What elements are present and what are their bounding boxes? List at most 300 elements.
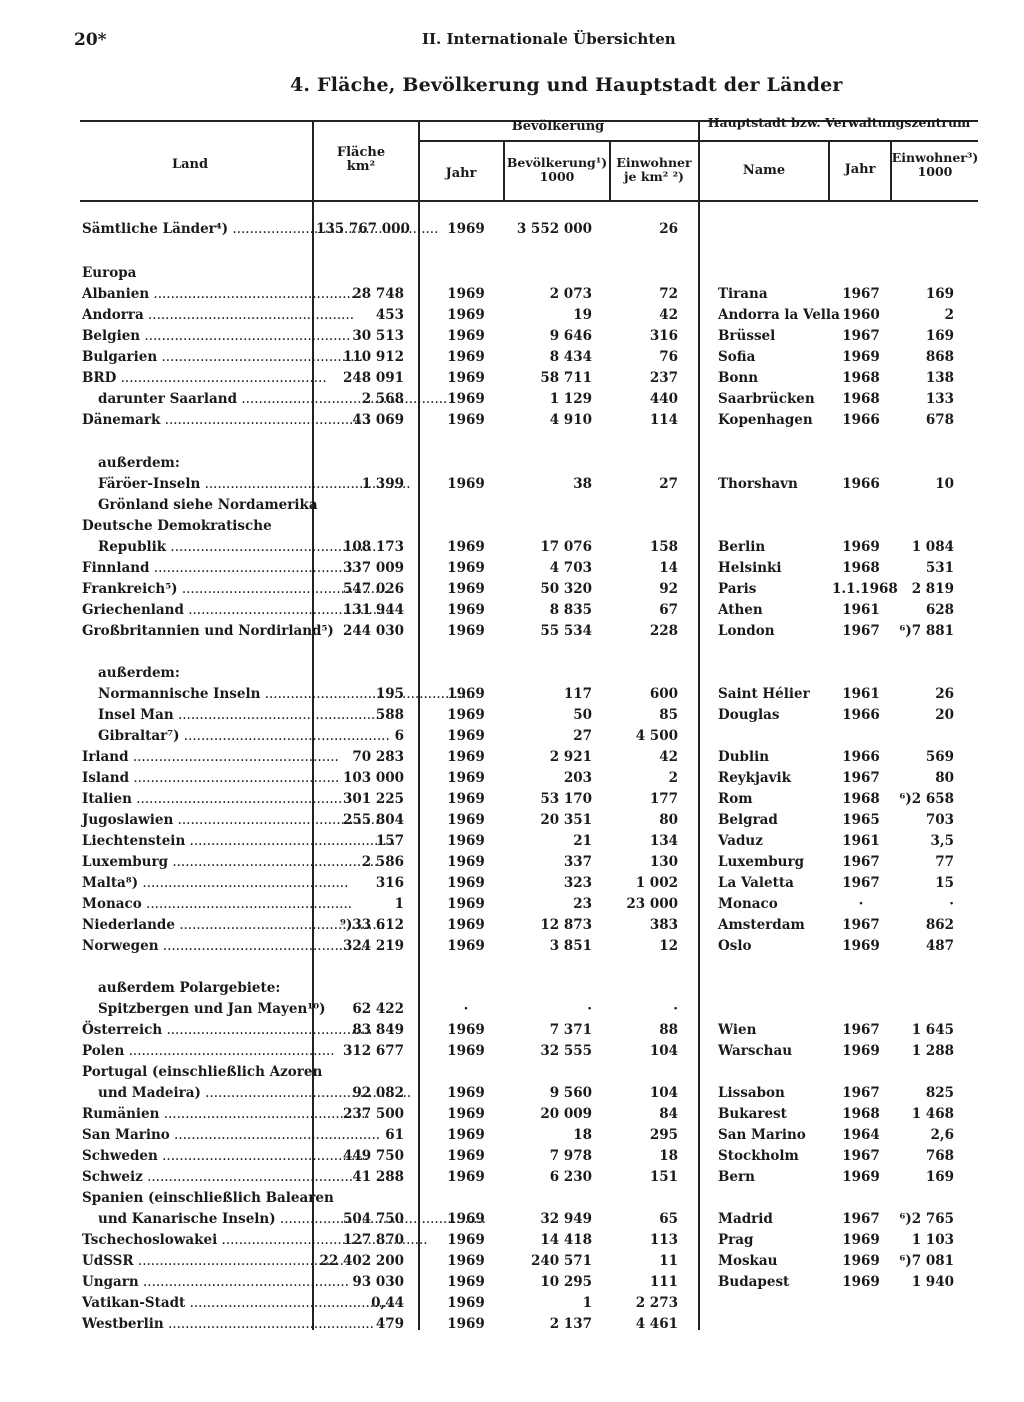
table-row <box>0 391 1024 412</box>
cell-jahr: 1969 <box>447 896 485 912</box>
cell-hjahr: 1967 <box>842 1148 880 1164</box>
table-row <box>0 1232 1024 1253</box>
cell-hew: 768 <box>925 1148 954 1164</box>
cell-flaeche: 22 402 200 <box>319 1253 404 1269</box>
cell-ew: 104 <box>649 1085 678 1101</box>
cell-land: Italien ..... <box>82 791 306 807</box>
table-row <box>0 1274 1024 1295</box>
header-hauptstadt-group: Hauptstadt bzw. Verwaltungszentrum <box>707 115 971 130</box>
cell-ew: 12 <box>659 938 678 954</box>
table-row <box>0 328 1024 349</box>
cell-land: Polen ..... <box>82 1043 306 1059</box>
table-row <box>0 412 1024 433</box>
cell-name: Madrid <box>718 1211 773 1227</box>
cell-hjahr: 1968 <box>842 560 880 576</box>
cell-land: und Kanarische Inseln) ..... <box>98 1211 306 1227</box>
table-row <box>0 938 1024 959</box>
cell-land: UdSSR ..... <box>82 1253 306 1269</box>
cell-hew: 487 <box>925 938 954 954</box>
cell-land: Andorra ..... <box>82 307 306 323</box>
cell-land: Ungarn ..... <box>82 1274 306 1290</box>
cell-jahr: 1969 <box>447 391 485 407</box>
cell-hjahr: 1967 <box>842 623 880 639</box>
cell-flaeche: 312 677 <box>342 1043 404 1059</box>
cell-hjahr: 1967 <box>842 854 880 870</box>
cell-bev: 20 009 <box>540 1106 592 1122</box>
table-row <box>0 917 1024 938</box>
table-row <box>0 221 1024 242</box>
cell-hew: 1 468 <box>911 1106 954 1122</box>
cell-jahr: 1969 <box>447 581 485 597</box>
table-row <box>0 1043 1024 1064</box>
cell-name: Athen <box>718 602 763 618</box>
cell-ew: 67 <box>659 602 678 618</box>
cell-name: Stockholm <box>718 1148 799 1164</box>
cell-hjahr: 1961 <box>842 602 880 618</box>
table-row <box>0 896 1024 917</box>
table-row <box>0 812 1024 833</box>
cell-name: Andorra la Vella <box>718 307 840 323</box>
cell-jahr: 1969 <box>447 349 485 365</box>
cell-name: Budapest <box>718 1274 790 1290</box>
cell-ew: 80 <box>659 812 678 828</box>
header-name: Name <box>742 163 786 178</box>
cell-name: Thorshavn <box>718 476 798 492</box>
header-bevoelkerung: Bevölkerung¹) 1000 <box>506 155 608 184</box>
bev-group-rule <box>418 140 698 142</box>
header-bevoelkerung-group: Bevölkerung <box>511 119 605 134</box>
cell-name: Warschau <box>718 1043 793 1059</box>
cell-land: Westberlin ..... <box>82 1316 306 1332</box>
table-row <box>0 286 1024 307</box>
cell-land: Europa <box>82 265 137 281</box>
cell-hew: 2 <box>944 307 954 323</box>
cell-ew: 600 <box>649 686 678 702</box>
cell-ew: 151 <box>649 1169 678 1185</box>
cell-ew: 42 <box>659 307 678 323</box>
cell-flaeche: 1 399 <box>361 476 404 492</box>
cell-flaeche: ⁹)33 612 <box>340 917 404 933</box>
cell-land: Grönland siehe Nordamerika <box>98 497 318 513</box>
table-row <box>0 623 1024 644</box>
cell-hjahr: 1966 <box>842 707 880 723</box>
cell-land: Großbritannien und Nordirland⁵) <box>82 623 334 639</box>
cell-hew: 628 <box>925 602 954 618</box>
cell-bev: 117 <box>563 686 592 702</box>
cell-name: Wien <box>718 1022 757 1038</box>
cell-flaeche: 83 849 <box>352 1022 404 1038</box>
cell-land: Schweden ..... <box>82 1148 306 1164</box>
cell-bev: 203 <box>563 770 592 786</box>
cell-land: Belgien ..... <box>82 328 306 344</box>
cell-ew: 158 <box>649 539 678 555</box>
cell-flaeche: 449 750 <box>342 1148 404 1164</box>
cell-land: Albanien ..... <box>82 286 306 302</box>
cell-hew: ⁶)2 658 <box>899 791 954 807</box>
cell-ew: 295 <box>649 1127 678 1143</box>
cell-flaeche: 479 <box>375 1316 404 1332</box>
cell-bev: 2 137 <box>549 1316 592 1332</box>
cell-flaeche: 237 500 <box>342 1106 404 1122</box>
cell-flaeche: 28 748 <box>352 286 404 302</box>
cell-hjahr: 1967 <box>842 917 880 933</box>
table-row <box>0 518 1024 539</box>
cell-land: Tschechoslowakei ..... <box>82 1232 306 1248</box>
cell-land: Gibraltar⁷) ..... <box>98 728 306 744</box>
cell-jahr: 1969 <box>447 1106 485 1122</box>
cell-land: außerdem: <box>98 665 180 681</box>
cell-hjahr: 1967 <box>842 875 880 891</box>
cell-hjahr: 1966 <box>842 412 880 428</box>
cell-bev: 8 434 <box>549 349 592 365</box>
cell-bev: 2 073 <box>549 286 592 302</box>
cell-hjahr: 1967 <box>842 1211 880 1227</box>
cell-hjahr: 1969 <box>842 1232 880 1248</box>
cell-land: Norwegen ..... <box>82 938 306 954</box>
cell-bev: 19 <box>573 307 592 323</box>
cell-hjahr: · <box>858 896 864 912</box>
cell-bev: 4 910 <box>549 412 592 428</box>
cell-hew: · <box>949 896 954 912</box>
cell-hjahr: 1966 <box>842 476 880 492</box>
cell-jahr: 1969 <box>447 623 485 639</box>
cell-bev: 53 170 <box>540 791 592 807</box>
cell-land: Spanien (einschließlich Balearen <box>82 1190 334 1206</box>
cell-hjahr: 1969 <box>842 1169 880 1185</box>
table-row <box>0 265 1024 286</box>
cell-bev: 337 <box>563 854 592 870</box>
table-row <box>0 1064 1024 1085</box>
cell-jahr: 1969 <box>447 1148 485 1164</box>
cell-land: und Madeira) ..... <box>98 1085 306 1101</box>
cell-jahr: 1969 <box>447 707 485 723</box>
cell-hew: 169 <box>925 286 954 302</box>
cell-land: Republik ..... <box>98 539 306 555</box>
cell-land: Dänemark ..... <box>82 412 306 428</box>
cell-land: Irland ..... <box>82 749 306 765</box>
cell-hjahr: 1967 <box>842 770 880 786</box>
cell-land: Griechenland ..... <box>82 602 306 618</box>
cell-bev: 38 <box>573 476 592 492</box>
cell-flaeche: 93 030 <box>352 1274 404 1290</box>
cell-jahr: 1969 <box>447 1085 485 1101</box>
cell-ew: 383 <box>649 917 678 933</box>
cell-hew: ⁶)2 765 <box>899 1211 954 1227</box>
cell-ew: 23 000 <box>626 896 678 912</box>
cell-flaeche: 30 513 <box>352 328 404 344</box>
cell-ew: 92 <box>659 581 678 597</box>
cell-bev: 23 <box>573 896 592 912</box>
cell-ew: 1 002 <box>635 875 678 891</box>
cell-land: Finnland ..... <box>82 560 306 576</box>
cell-name: Amsterdam <box>718 917 805 933</box>
cell-hew: 868 <box>925 349 954 365</box>
table-row <box>0 791 1024 812</box>
table-row <box>0 1253 1024 1274</box>
cell-land: San Marino ..... <box>82 1127 306 1143</box>
cell-hew: 2,6 <box>930 1127 954 1143</box>
cell-flaeche: 337 009 <box>342 560 404 576</box>
cell-name: Paris <box>718 581 757 597</box>
cell-jahr: 1969 <box>447 1253 485 1269</box>
cell-bev: 20 351 <box>540 812 592 828</box>
cell-jahr: 1969 <box>447 770 485 786</box>
table-row <box>0 833 1024 854</box>
cell-flaeche: 131 944 <box>342 602 404 618</box>
cell-jahr: 1969 <box>447 833 485 849</box>
cell-ew: 84 <box>659 1106 678 1122</box>
cell-bev: 1 <box>582 1295 592 1311</box>
cell-name: Belgrad <box>718 812 778 828</box>
cell-land: Schweiz ..... <box>82 1169 306 1185</box>
cell-name: Berlin <box>718 539 766 555</box>
cell-name: Reykjavik <box>718 770 791 786</box>
cell-jahr: 1969 <box>447 1274 485 1290</box>
cell-hew: 825 <box>925 1085 954 1101</box>
cell-bev: 9 560 <box>549 1085 592 1101</box>
table-title: 4. Fläche, Bevölkerung und Hauptstadt der Länder <box>290 74 843 96</box>
cell-flaeche: 2 568 <box>361 391 404 407</box>
table-row <box>0 602 1024 623</box>
cell-ew: 27 <box>659 476 678 492</box>
cell-jahr: 1969 <box>447 560 485 576</box>
cell-flaeche: 110 912 <box>342 349 404 365</box>
cell-bev: · <box>587 1001 592 1017</box>
header-land: Land <box>171 157 209 172</box>
table-row <box>0 707 1024 728</box>
table-row <box>0 1106 1024 1127</box>
cell-hew: 569 <box>925 749 954 765</box>
table-row <box>0 1316 1024 1337</box>
table-row <box>0 307 1024 328</box>
cell-hjahr: 1969 <box>842 539 880 555</box>
cell-land: Niederlande ..... <box>82 917 306 933</box>
cell-hew: 1 645 <box>911 1022 954 1038</box>
cell-hjahr: 1967 <box>842 1022 880 1038</box>
cell-ew: 113 <box>649 1232 678 1248</box>
cell-ew: 177 <box>649 791 678 807</box>
header-hauptstadt-jahr: Jahr <box>844 162 876 177</box>
cell-name: Luxemburg <box>718 854 805 870</box>
cell-jahr: 1969 <box>447 1295 485 1311</box>
cell-ew: 111 <box>649 1274 678 1290</box>
cell-jahr: 1969 <box>447 917 485 933</box>
cell-name: Vaduz <box>718 833 763 849</box>
table-row <box>0 1295 1024 1316</box>
cell-ew: · <box>673 1001 678 1017</box>
cell-flaeche: 2 586 <box>361 854 404 870</box>
cell-flaeche: 244 030 <box>342 623 404 639</box>
cell-hjahr: 1968 <box>842 791 880 807</box>
cell-hew: 2 819 <box>911 581 954 597</box>
cell-jahr: 1969 <box>447 1169 485 1185</box>
cell-name: Dublin <box>718 749 770 765</box>
cell-land: Deutsche Demokratische <box>82 518 272 534</box>
cell-ew: 440 <box>649 391 678 407</box>
cell-name: London <box>718 623 775 639</box>
cell-ew: 237 <box>649 370 678 386</box>
cell-hjahr: 1965 <box>842 812 880 828</box>
header-flaeche: Fläche km² <box>336 145 386 174</box>
cell-hjahr: 1968 <box>842 391 880 407</box>
cell-hjahr: 1969 <box>842 349 880 365</box>
table-row <box>0 539 1024 560</box>
section-title: II. Internationale Übersichten <box>422 30 676 48</box>
header-einwohner: Einwohner je km² ²) <box>616 155 692 184</box>
cell-jahr: 1969 <box>447 286 485 302</box>
table-row <box>0 1001 1024 1022</box>
cell-land: Rumänien ..... <box>82 1106 306 1122</box>
cell-flaeche: 588 <box>375 707 404 723</box>
cell-jahr: 1969 <box>447 791 485 807</box>
cell-hew: 15 <box>935 875 954 891</box>
cell-flaeche: 103 000 <box>342 770 404 786</box>
cell-land: darunter Saarland ..... <box>98 391 306 407</box>
cell-bev: 14 418 <box>540 1232 592 1248</box>
cell-flaeche: 248 091 <box>342 370 404 386</box>
cell-jahr: 1969 <box>447 1022 485 1038</box>
cell-name: Oslo <box>718 938 752 954</box>
cell-jahr: 1969 <box>447 938 485 954</box>
cell-hjahr: 1969 <box>842 1274 880 1290</box>
cell-land: Färöer-Inseln ..... <box>98 476 306 492</box>
cell-hjahr: 1.1.1968 <box>832 581 898 597</box>
cell-jahr: 1969 <box>447 749 485 765</box>
cell-hew: ⁶)7 881 <box>899 623 954 639</box>
cell-land: Jugoslawien ..... <box>82 812 306 828</box>
table-row <box>0 854 1024 875</box>
cell-hew: 1 940 <box>911 1274 954 1290</box>
cell-flaeche: 255 804 <box>342 812 404 828</box>
table-row <box>0 1022 1024 1043</box>
cell-flaeche: 6 <box>394 728 404 744</box>
cell-jahr: 1969 <box>447 1127 485 1143</box>
cell-bev: 4 703 <box>549 560 592 576</box>
cell-ew: 316 <box>649 328 678 344</box>
cell-hew: 1 288 <box>911 1043 954 1059</box>
cell-bev: 2 921 <box>549 749 592 765</box>
table-row <box>0 665 1024 686</box>
cell-bev: 18 <box>573 1127 592 1143</box>
cell-hew: 3,5 <box>930 833 954 849</box>
cell-name: Tirana <box>718 286 768 302</box>
cell-bev: 32 949 <box>540 1211 592 1227</box>
header-bottom-rule <box>80 200 978 202</box>
table-row <box>0 1085 1024 1106</box>
table-row <box>0 497 1024 518</box>
cell-hjahr: 1961 <box>842 833 880 849</box>
cell-land: Insel Man ..... <box>98 707 306 723</box>
cell-flaeche: 70 283 <box>352 749 404 765</box>
cell-bev: 6 230 <box>549 1169 592 1185</box>
cell-jahr: 1969 <box>447 812 485 828</box>
table-row <box>0 770 1024 791</box>
cell-ew: 26 <box>659 221 678 237</box>
cell-ew: 85 <box>659 707 678 723</box>
cell-name: La Valetta <box>718 875 794 891</box>
table-row <box>0 1169 1024 1190</box>
table-row <box>0 476 1024 497</box>
cell-name: Douglas <box>718 707 780 723</box>
cell-ew: 104 <box>649 1043 678 1059</box>
cell-hew: 678 <box>925 412 954 428</box>
cell-bev: 58 711 <box>540 370 592 386</box>
header-jahr: Jahr <box>445 166 477 181</box>
table-row <box>0 349 1024 370</box>
cell-ew: 134 <box>649 833 678 849</box>
cell-ew: 14 <box>659 560 678 576</box>
cell-hjahr: 1969 <box>842 1253 880 1269</box>
cell-ew: 42 <box>659 749 678 765</box>
cell-name: Lissabon <box>718 1085 785 1101</box>
cell-name: Sofia <box>718 349 756 365</box>
cell-jahr: 1969 <box>447 1316 485 1332</box>
table-row <box>0 686 1024 707</box>
cell-jahr: 1969 <box>447 1232 485 1248</box>
cell-hew: 80 <box>935 770 954 786</box>
table-row <box>0 455 1024 476</box>
cell-flaeche: 0,44 <box>371 1295 404 1311</box>
cell-bev: 1 129 <box>549 391 592 407</box>
cell-hjahr: 1966 <box>842 749 880 765</box>
cell-flaeche: 316 <box>375 875 404 891</box>
table-row <box>0 980 1024 1001</box>
cell-jahr: 1969 <box>447 602 485 618</box>
cell-name: Bonn <box>718 370 759 386</box>
hst-group-rule <box>700 140 978 142</box>
cell-bev: 3 552 000 <box>516 221 592 237</box>
cell-jahr: · <box>463 1001 469 1017</box>
cell-name: Moskau <box>718 1253 778 1269</box>
cell-hew: 531 <box>925 560 954 576</box>
cell-hew: 138 <box>925 370 954 386</box>
cell-bev: 8 835 <box>549 602 592 618</box>
cell-hew: 26 <box>935 686 954 702</box>
cell-bev: 240 571 <box>530 1253 592 1269</box>
cell-name: San Marino <box>718 1127 806 1143</box>
cell-bev: 3 851 <box>549 938 592 954</box>
cell-bev: 55 534 <box>540 623 592 639</box>
cell-hew: 10 <box>935 476 954 492</box>
cell-jahr: 1969 <box>447 307 485 323</box>
cell-bev: 50 <box>573 707 592 723</box>
cell-bev: 10 295 <box>540 1274 592 1290</box>
cell-name: Rom <box>718 791 753 807</box>
cell-jahr: 1969 <box>447 370 485 386</box>
cell-jahr: 1969 <box>447 412 485 428</box>
cell-land: BRD ..... <box>82 370 306 386</box>
page-number: 20* <box>74 30 107 50</box>
cell-bev: 9 646 <box>549 328 592 344</box>
table-row <box>0 370 1024 391</box>
cell-ew: 130 <box>649 854 678 870</box>
cell-land: Luxemburg ..... <box>82 854 306 870</box>
cell-flaeche: 92 082 <box>352 1085 404 1101</box>
cell-jahr: 1969 <box>447 875 485 891</box>
cell-hew: 169 <box>925 328 954 344</box>
cell-hjahr: 1967 <box>842 328 880 344</box>
cell-ew: 88 <box>659 1022 678 1038</box>
cell-hew: 1 084 <box>911 539 954 555</box>
cell-hew: 862 <box>925 917 954 933</box>
cell-hjahr: 1961 <box>842 686 880 702</box>
cell-name: Bern <box>718 1169 755 1185</box>
cell-flaeche: 43 069 <box>352 412 404 428</box>
cell-hjahr: 1964 <box>842 1127 880 1143</box>
cell-bev: 32 555 <box>540 1043 592 1059</box>
cell-land: Monaco ..... <box>82 896 306 912</box>
cell-jahr: 1969 <box>447 728 485 744</box>
